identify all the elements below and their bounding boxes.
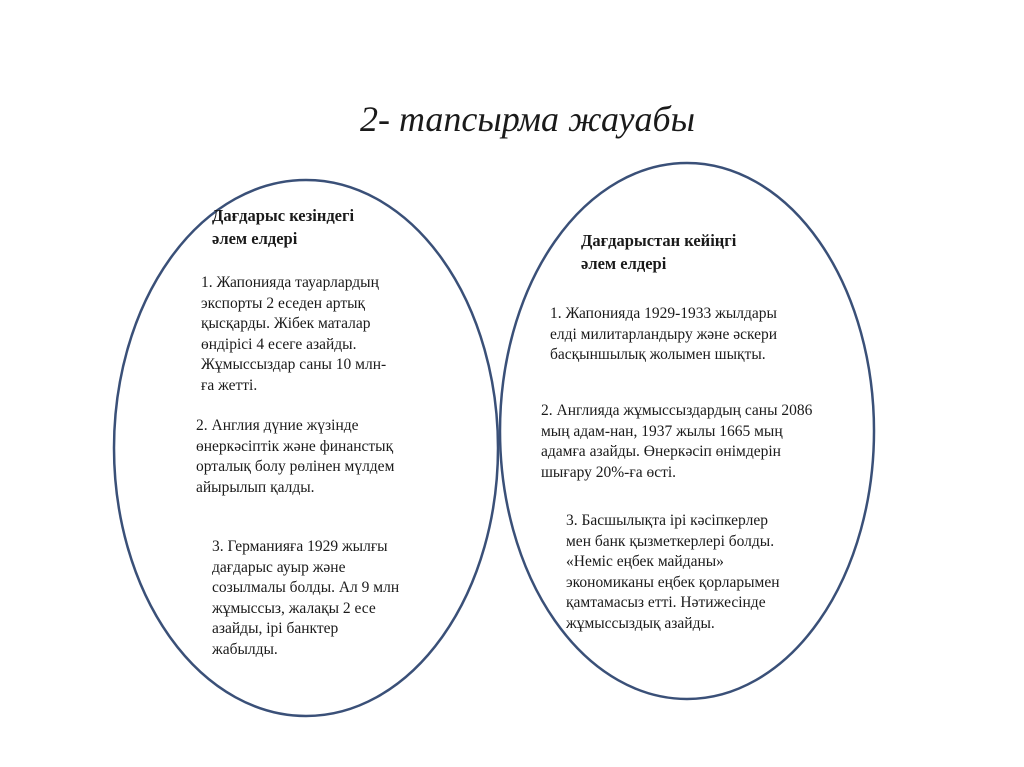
left-item-2: 2. Англия дүние жүзінде өнеркәсіптік және финанстық орталық болу рөлінен мүлдем айырылып қалды.	[196, 417, 395, 496]
right-set-heading: Дағдарыстан кейіңгі әлем елдері	[581, 231, 737, 273]
right-item-3: 3. Басшылықта ірі кәсіпкерлер мен банк қызметкерлері болды. «Неміс еңбек майданы» экономиканы еңбек қорларымен қамтамасыз етті. Нәтижесінде жұмыссыздық азайды.	[566, 512, 780, 632]
slide-title: 2- тапсырма жауабы	[360, 99, 695, 139]
left-set-heading: Дағдарыс кезіндегі әлем елдері	[212, 206, 355, 248]
right-item-2: 2. Англияда жұмыссыздардың саны 2086 мың адам-нан, 1937 жылы 1665 мың адамға азайды. Өнеркәсіп өнімдерін шығару 20%-ға өсті.	[541, 402, 813, 481]
left-item-1: 1. Жапонияда тауарлардың экспорты 2 еседен артық қысқарды. Жібек маталар өндірісі 4 есеге азайды. Жұмыссыздар саны 10 млн- ға жетті.	[201, 274, 387, 394]
right-item-1: 1. Жапонияда 1929-1933 жылдары елді милитарландыру және әскери басқыншылық жолымен шықты.	[550, 305, 778, 363]
left-item-3: 3. Германияға 1929 жылғы дағдарыс ауыр және созылмалы болды. Ал 9 млн жұмыссыз, жалақы 2 есе азайды, ірі банктер жабылды.	[212, 538, 400, 658]
